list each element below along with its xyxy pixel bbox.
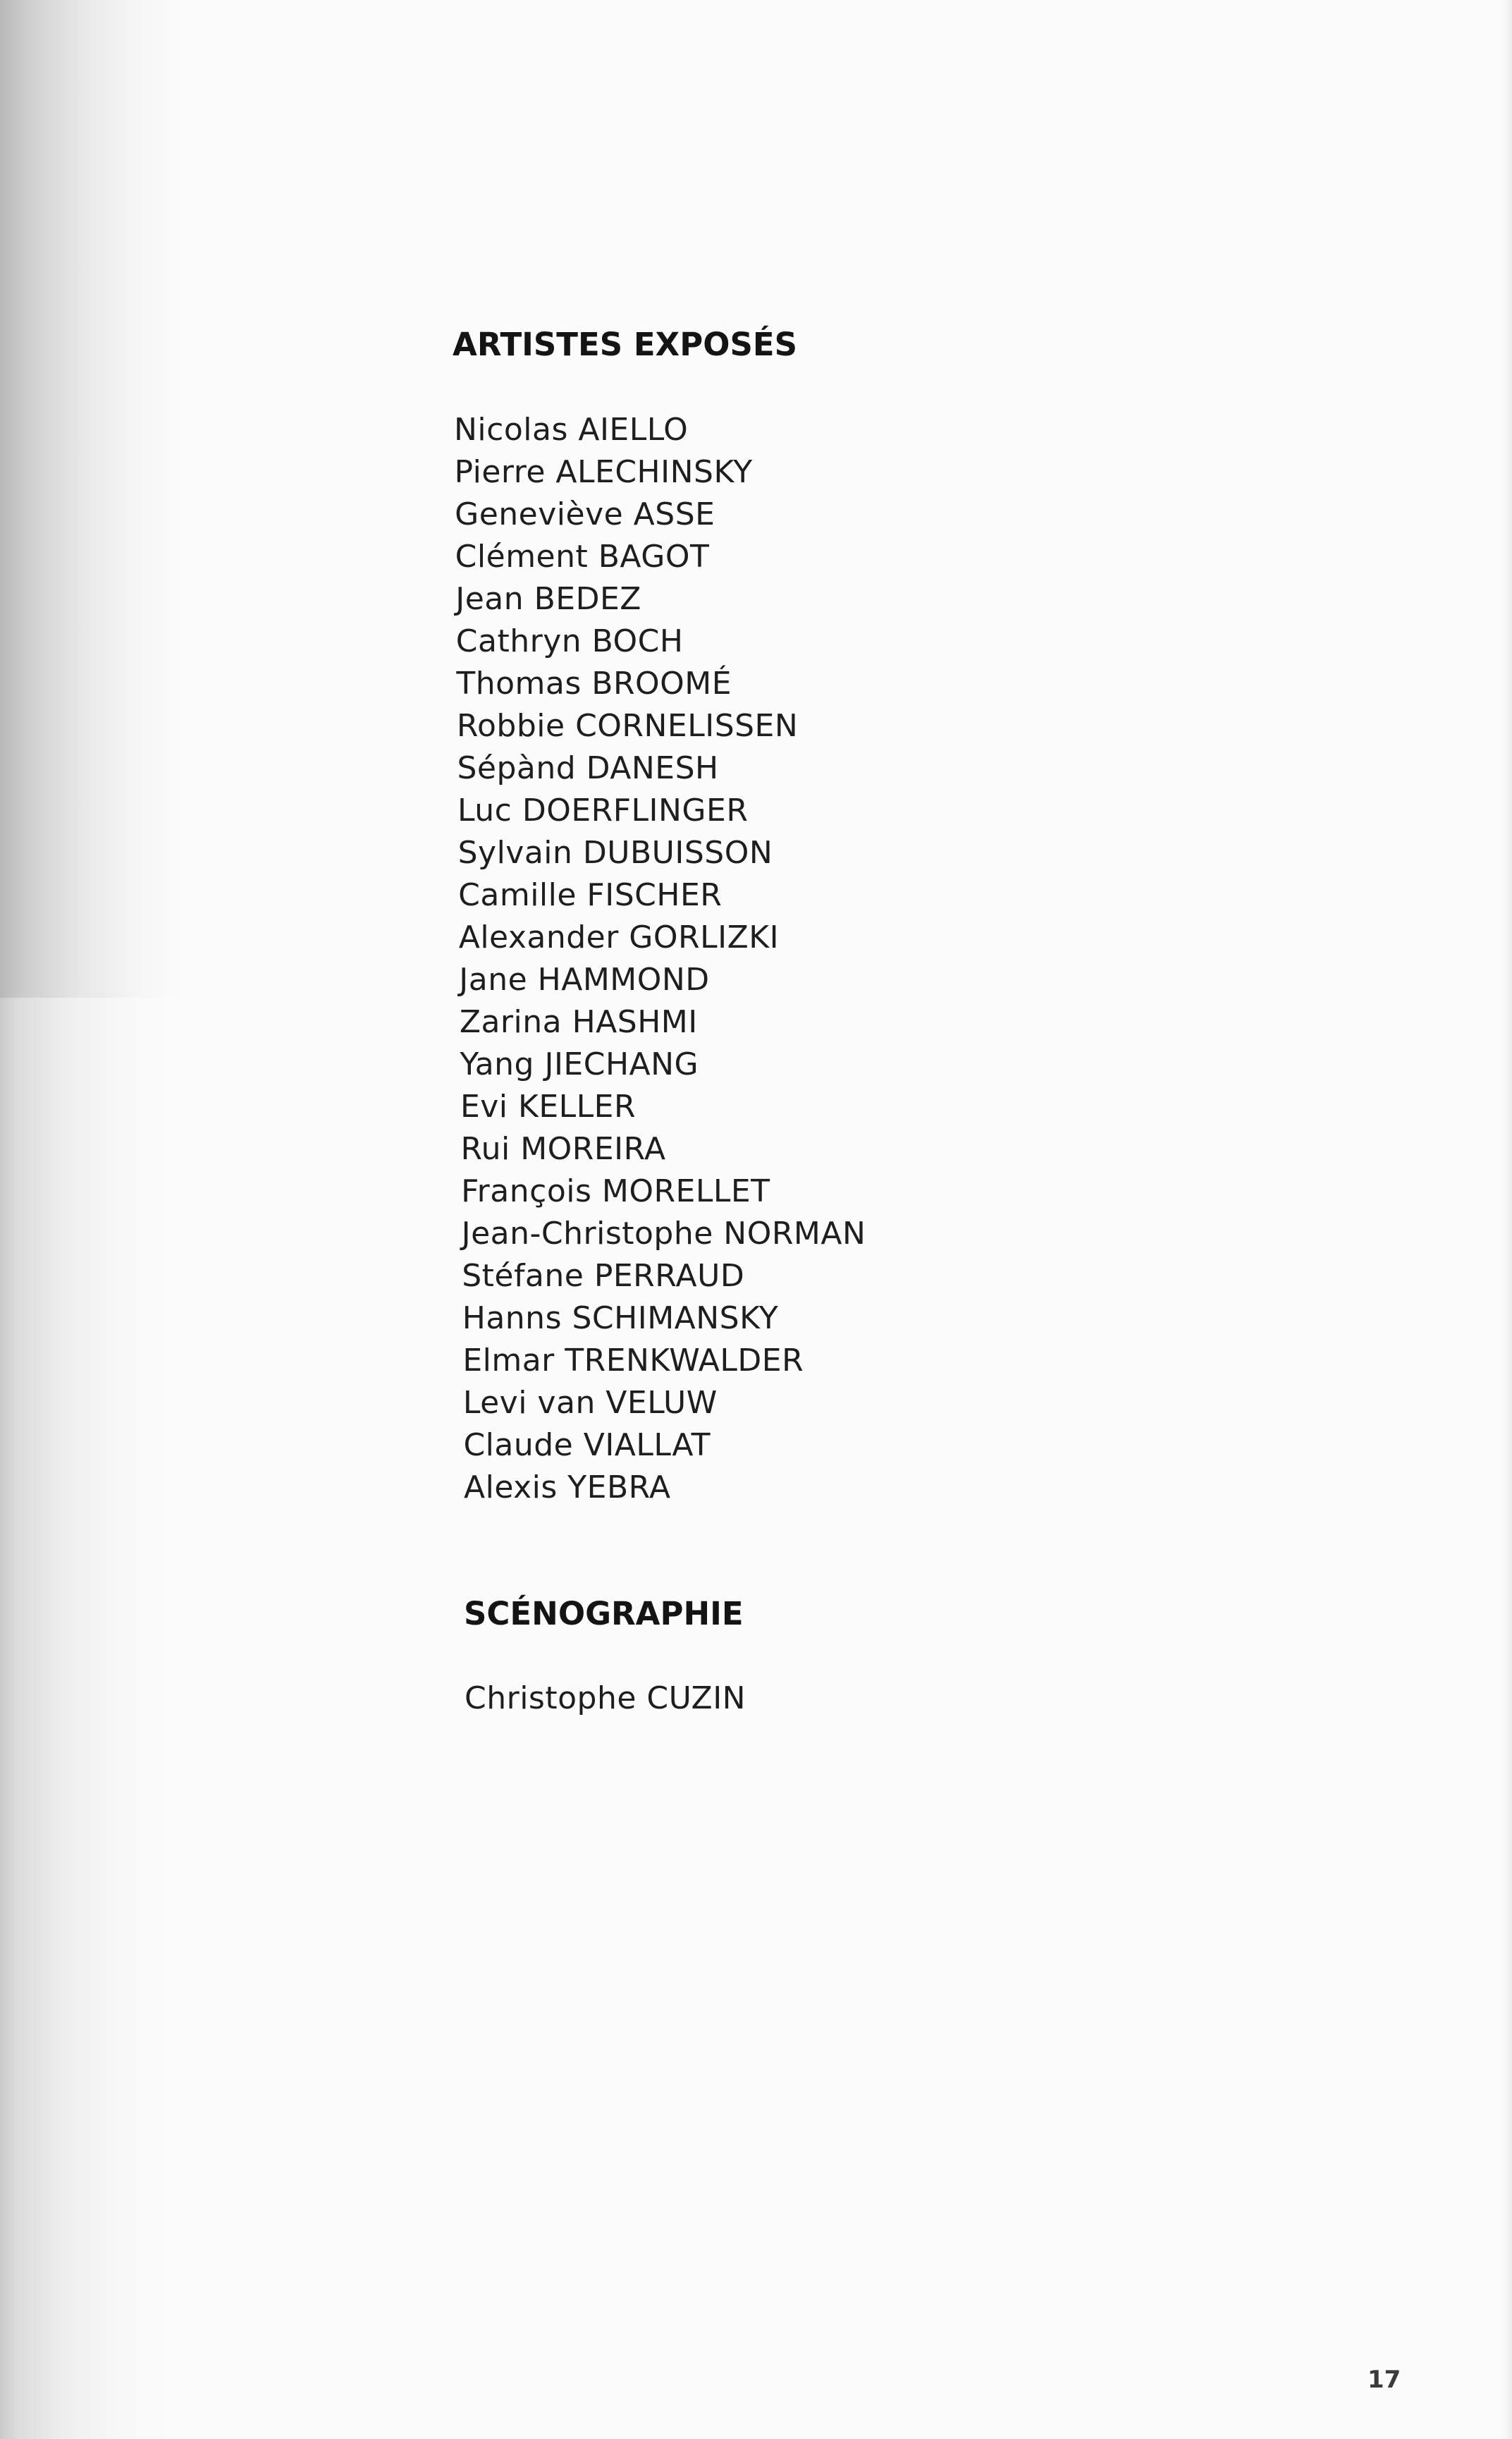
artist-name: Sépànd DANESH	[457, 750, 719, 786]
artist-name: Alexis YEBRA	[464, 1469, 671, 1505]
artist-name: Pierre ALECHINSKY	[454, 454, 753, 490]
page-number: 17	[1367, 2366, 1401, 2394]
scenography-heading: SCÉNOGRAPHIE	[464, 1595, 744, 1632]
artist-name: Stéfane PERRAUD	[462, 1258, 745, 1294]
artist-name: Cathryn BOCH	[455, 623, 684, 659]
artist-name: Thomas BROOMÉ	[456, 666, 732, 702]
artist-name: Yang JIECHANG	[460, 1046, 699, 1082]
artist-name: Luc DOERFLINGER	[457, 793, 749, 829]
artist-name: Levi van VELUW	[462, 1385, 718, 1421]
artist-name: Jean-Christophe NORMAN	[461, 1216, 866, 1252]
artist-name: Clément BAGOT	[455, 539, 710, 575]
artist-name: Sylvain DUBUISSON	[457, 835, 773, 871]
artist-name: Claude VIALLAT	[463, 1427, 711, 1463]
artist-name: Elmar TRENKWALDER	[462, 1343, 804, 1379]
scenography-credit: Christophe CUZIN	[465, 1680, 746, 1716]
artist-name: Camille FISCHER	[458, 877, 723, 913]
artist-name: Hanns SCHIMANSKY	[462, 1300, 779, 1336]
artist-name: Zarina HASHMI	[459, 1004, 698, 1040]
artist-name: Jean BEDEZ	[455, 581, 641, 617]
page-edge	[1502, 0, 1512, 2439]
artists-heading: ARTISTES EXPOSÉS	[453, 326, 798, 363]
binding-shadow	[0, 0, 183, 998]
artist-name: Rui MOREIRA	[460, 1131, 666, 1167]
artist-name: Alexander GORLIZKI	[458, 919, 780, 955]
artist-name: Nicolas AIELLO	[454, 412, 689, 448]
artist-name: Evi KELLER	[460, 1089, 637, 1125]
artist-name: Jane HAMMOND	[459, 962, 710, 998]
artist-name: Robbie CORNELISSEN	[456, 708, 799, 744]
artist-name: François MORELLET	[461, 1173, 770, 1209]
binding-shadow-lower	[0, 998, 169, 2439]
artist-name: Geneviève ASSE	[455, 496, 715, 532]
